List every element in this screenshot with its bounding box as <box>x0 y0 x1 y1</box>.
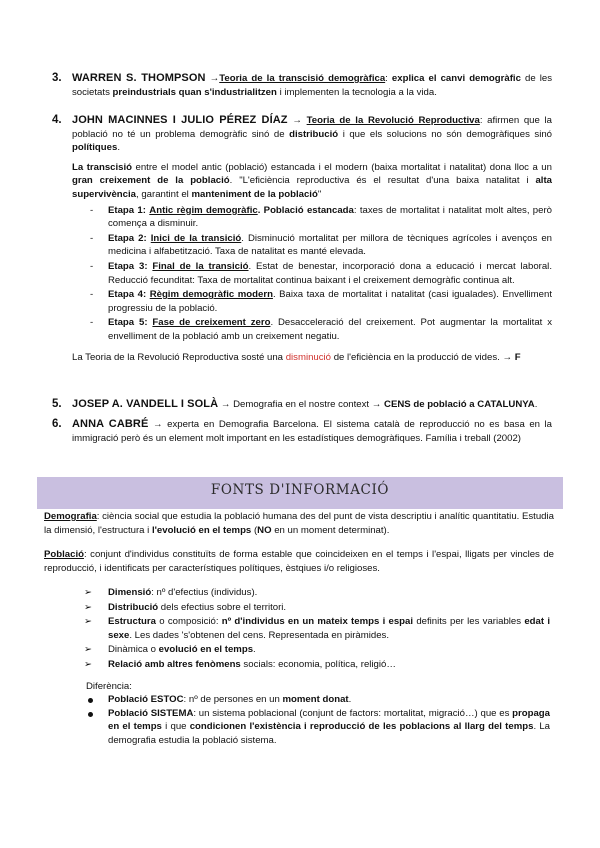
difference-list <box>84 693 550 747</box>
arrow-symbol: → <box>292 115 302 126</box>
theory-conclusion: La Teoria de la Revolució Reproductiva sosté una disminució de l'eficiència en la producció de vides. → F <box>72 351 521 363</box>
arrow-symbol: → <box>209 73 220 84</box>
theory-title: Teoria de la transcisió demogràfica <box>219 73 386 84</box>
list-item: - Etapa 3: Final de la transició. Estat de benestar, incorporació dona a educació i mercat laboral. Reducció fecunditat: Taxa de mortalitat continua baixant i el creixement demogràfic continua alt. <box>90 260 552 286</box>
section-3: 3. WARREN S. THOMPSON →Teoria de la transcisió demogràfica: explica el canvi demogràfic de les societats preindustrials quan s'industrialitzen i implementen la tecnologia a la vida. <box>52 72 553 98</box>
list-item: Població ESTOC: nº de persones en un moment donat. <box>84 693 550 707</box>
highlighted-word: disminució <box>285 351 332 363</box>
list-item: - Etapa 4: Règim demogràfic modern. Baixa taxa de mortalitat i natalitat (casi igualades). Envelliment progressiu de la població. <box>90 289 552 314</box>
arrow-bullet-icon: ➢ <box>84 587 93 598</box>
author-name: JOHN MACINNES I JULIO PÉREZ DÍAZ <box>72 114 288 126</box>
list-item: ➢ Relació amb altres fenòmens socials: economia, política, religió… <box>84 658 396 670</box>
difference-label: Diferència: <box>86 681 132 692</box>
list-item: ➢ Distribució dels efectius sobre el territori. <box>84 601 287 613</box>
bullet-icon <box>88 698 93 703</box>
list-item: - Etapa 2: Inici de la transició. Disminució mortalitat per millora de tècniques agrícoles i avenços en medicina i alfabetització. Taxa de natalitat es manté elevada. <box>90 232 552 258</box>
list-item: ➢ Dimensió: nº d'efectius (individus). <box>84 587 258 598</box>
arrow-bullet-icon: ➢ <box>84 601 93 613</box>
term: Demografia <box>44 511 97 522</box>
section-number: 3. <box>52 72 62 84</box>
list-item: - Etapa 1: Antic règim demogràfic. Població estancada: taxes de mortalitat i natalitat molt altes, però comença a disminuir. <box>90 204 552 230</box>
stages-list <box>72 204 552 344</box>
list-item: Població SISTEMA: un sistema poblacional (conjunt de factors: mortalitat, migració…) que es propaga en el temps i que condicionen l'existència i reproducció de les poblacions al llarg del temps. La demografia estudia la població sistema. <box>84 707 550 748</box>
arrow-bullet-icon: ➢ <box>84 644 93 656</box>
section-number: 6. <box>52 418 62 430</box>
list-item: ➢ Dinàmica o evolució en el temps. <box>84 644 256 656</box>
author-name: WARREN S. THOMPSON <box>72 72 206 84</box>
banner-title: FONTS D'INFORMACIÓ <box>210 482 390 498</box>
author-name: JOSEP A. VANDELL I SOLÀ <box>72 398 219 410</box>
poblacio-definition: Població: conjunt d'individus constituïts de forma estable que coincideixen en el temps i l'espai, lligats per vincles de reproducció, i identificats per característiques polítiques, èstqiues i/o religioses. <box>44 549 554 574</box>
section-number: 4. <box>52 114 62 126</box>
arrow-bullet-icon: ➢ <box>84 658 93 670</box>
list-item: - Etapa 5: Fase de creixement zero. Desacceleració del creixement. Pot augmentar la mortalitat x envelliment de la població amb un creixement negatiu. <box>90 317 552 342</box>
theory-title: Teoria de la Revolució Reproductiva <box>306 115 480 126</box>
attributes-list <box>84 586 550 673</box>
section-number: 5. <box>52 398 62 410</box>
bullet-icon <box>88 712 93 717</box>
transition-paragraph: La transcisió entre el model antic (població) estancada i el modern (baixa mortalitat i natalitat) dona lloc a un gran creixement de la població. "L'eficiència reproductiva és el resultat d'una baixa natalitat i alta supervivència, garantint el manteniment de la població" <box>72 161 552 200</box>
term: Població <box>44 549 84 560</box>
section-banner <box>37 477 563 509</box>
list-item: ➢ Estructura o composició: nº d'individus en un mateix temps i espai definits per les variables edat i sexe. Les dades 's'obtenen del cens. Representada en piràmides. <box>84 616 550 641</box>
author-name: ANNA CABRÉ <box>72 418 149 430</box>
section-5: 5. JOSEP A. VANDELL I SOLÀ → Demografia en el nostre context → CENS de població a CATALUNYA. <box>52 398 538 410</box>
arrow-bullet-icon: ➢ <box>84 616 93 628</box>
section-6: 6. ANNA CABRÉ → experta en Demografia Barcelona. El sistema català de reproducció no es basa en la immigració però és un element molt important en les estadístiques demogràfiques. Família i treball (2002) <box>52 418 552 444</box>
section-4: 4. JOHN MACINNES I JULIO PÉREZ DÍAZ → Teoria de la Revolució Reproductiva: afirmen que la població no té un problema demogràfic sinó de distribució i que els solucions no són demogràfiques sinó polítiques. La transcisió entre el model antic (població) estancada i el modern (baixa mortalitat i natalitat) dona lloc a un gran creixement de la població. "L'eficiència reproductiva és el resultat d'una baixa natalitat i alta supervivència, garantint el manteniment de la població" - Etapa 1: Antic règim demogràfic. Població estancada: taxes de mortalitat i natalitat molt altes, però comença a disminuir. - Etapa 2: Inici de la transició. Disminució mortalitat per millora de tècniques agrícoles i avenços en medicina i alfabetització. Taxa de natalitat es manté elevada. - Etapa 3: Final de la transició. Estat de benestar, incorporació dona a educació i mercat laboral. Reducció fecunditat: Taxa de mortalitat continua baixant i el creixement demogràfic continua alt. - Etapa 4: Règim demogràfic modern. Baixa taxa de mortalitat i natalitat (casi igualades). Envelliment progressiu de la població. - Etapa 5: Fase de creixement zero. Desacceleració del creixement. Pot augmentar la mortalitat x envelliment de la població amb un creixement negatiu. La Teoria de la Revolució Reproductiva sosté una disminució de l'eficiència en la producció de vides. → F <box>52 114 553 363</box>
demografia-definition: Demografia: ciència social que estudia la població humana des del punt de vista descriptiu i analític quantitatiu. Estudia la dimensió, l'estructura i l'evolució en el temps (NO en un moment determinat). <box>44 511 554 536</box>
